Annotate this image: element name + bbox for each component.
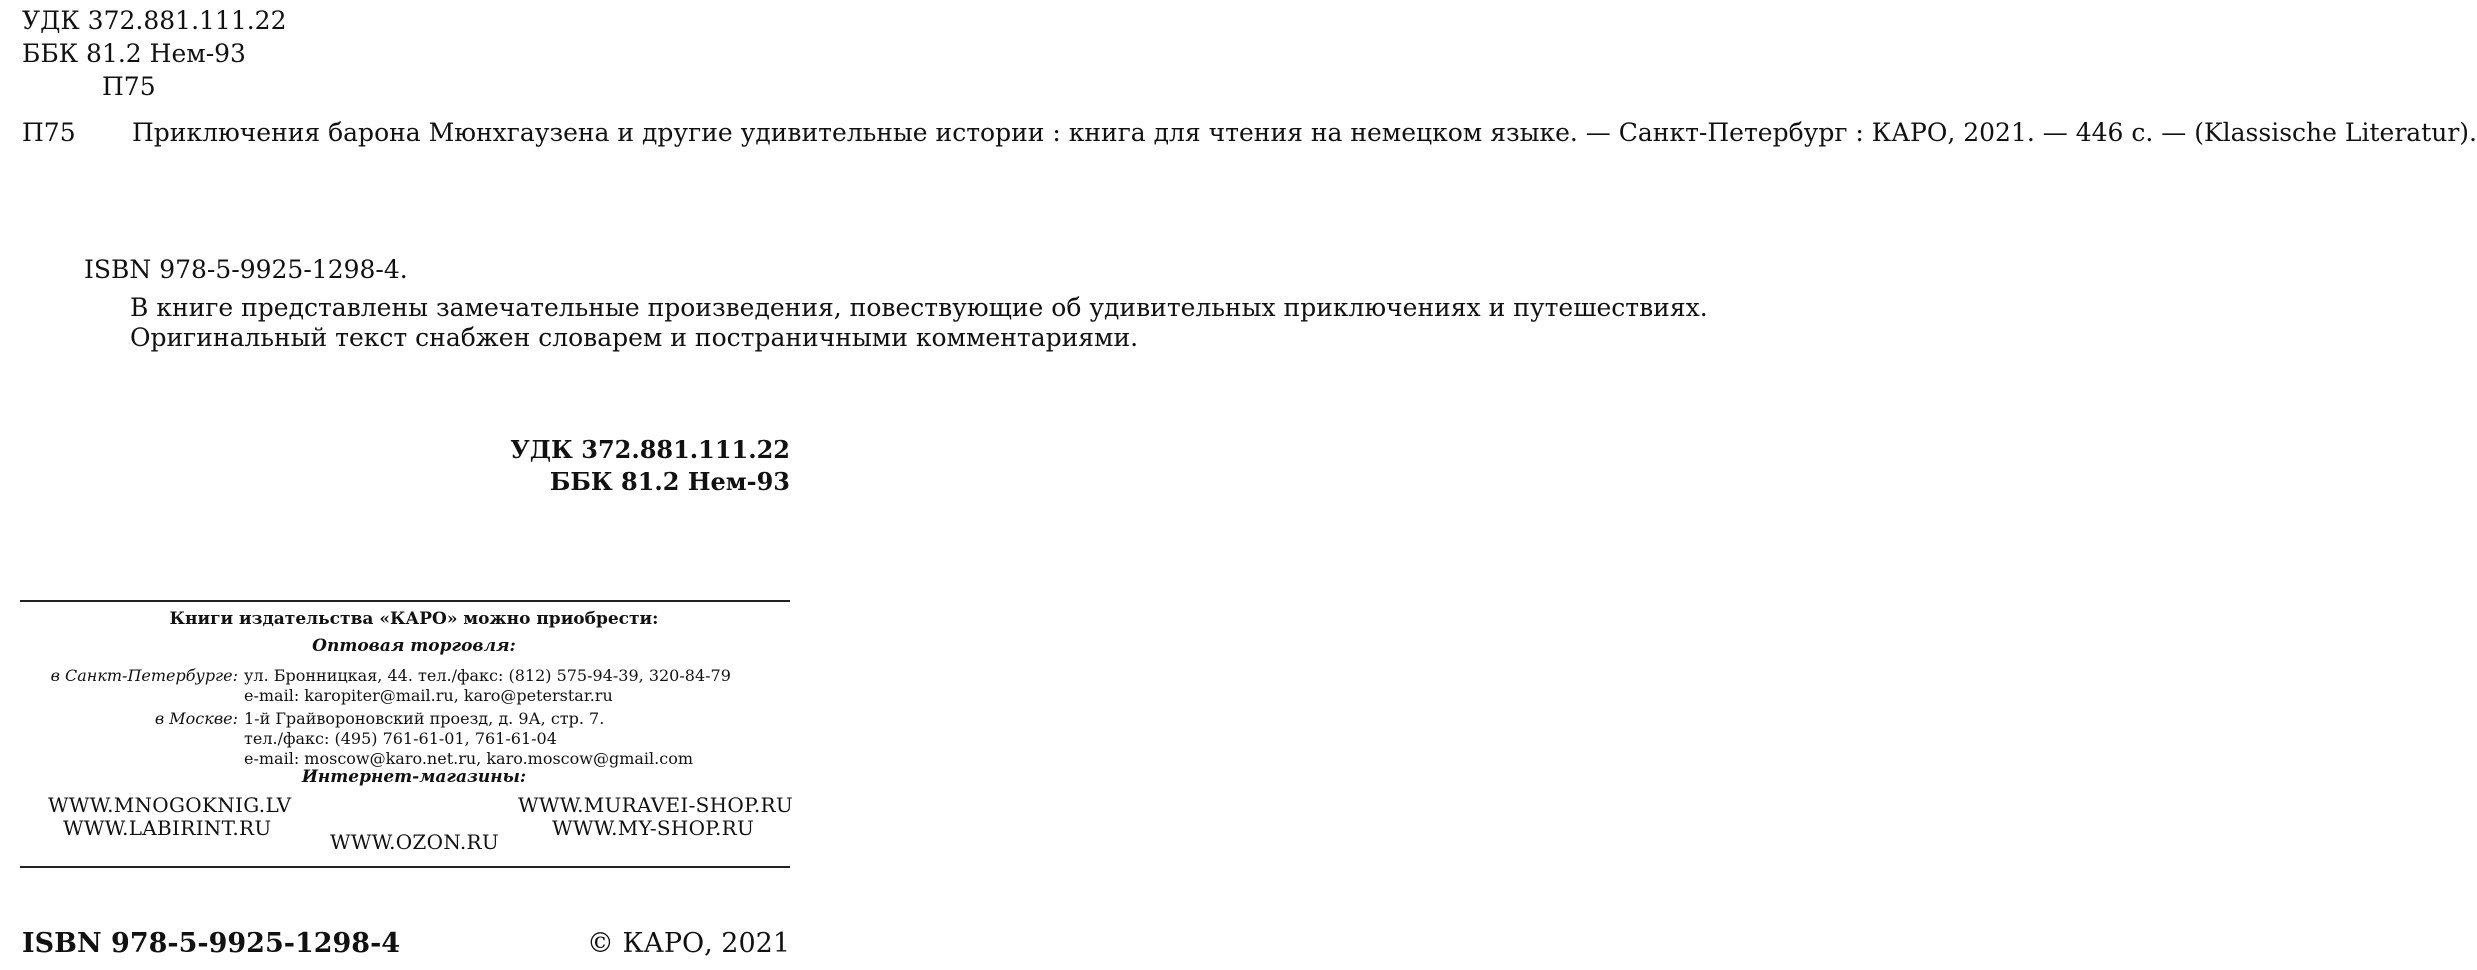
annotation-paragraph-1: В книге представлены замечательные произведения, повествующие об удивительных приключениях и путешествиях. [130, 293, 1708, 322]
address-moscow-email: e-mail: moscow@karo.net.ru, karo.moscow@gmail.com [244, 749, 693, 768]
wholesale-heading: Оптовая торговля: [312, 636, 516, 656]
entry-title: Приключения барона Мюнхгаузена и другие удивительные истории : книга для чтения на немецком языке. — Санкт-Петербург : КАРО, 2021. — 446 с. — (Klassische Literatur). [132, 118, 2477, 147]
annotation [84, 293, 1708, 353]
udk-code-right: УДК 372.881.111.22 [510, 435, 790, 464]
address-spb-label: в Санкт-Петербурге: [50, 666, 238, 685]
shop-labirint: WWW.LABIRINT.RU [63, 816, 272, 840]
divider-top [20, 600, 790, 602]
bbk-code-right: ББК 81.2 Нем-93 [549, 467, 790, 496]
address-moscow-label: в Москве: [154, 709, 238, 728]
shop-myshop: WWW.MY-SHOP.RU [552, 816, 755, 840]
bbk-code: ББК 81.2 Нем-93 [22, 39, 246, 68]
shop-mnogoknig: WWW.MNOGOKNIG.LV [48, 793, 292, 817]
udk-code: УДК 372.881.111.22 [22, 6, 287, 35]
classification-codes [22, 4, 287, 103]
footer-isbn: ISBN 978-5-9925-1298-4 [22, 928, 401, 959]
address-spb-email: e-mail: karopiter@mail.ru, karo@peterstar.ru [244, 686, 613, 705]
annotation-paragraph-2: Оригинальный текст снабжен словарем и постраничными комментариями. [130, 323, 1139, 352]
divider-bottom [20, 866, 790, 868]
classification-codes-right [510, 434, 790, 498]
entry-number: П75 [22, 118, 76, 147]
address-moscow-phone: тел./факс: (495) 761-61-01, 761-61-04 [244, 729, 557, 748]
bibliographic-entry [22, 117, 2477, 148]
address-moscow-line: 1-й Грайвороновский проезд, д. 9А, стр. 7. [244, 709, 605, 728]
online-shops-heading: Интернет-магазины: [301, 767, 527, 787]
entry-isbn: ISBN 978-5-9925-1298-4. [84, 255, 408, 284]
author-mark: П75 [102, 72, 156, 101]
footer-copyright: © КАРО, 2021 [586, 928, 790, 959]
shop-muravei: WWW.MURAVEI-SHOP.RU [518, 793, 793, 817]
address-spb-line: ул. Бронницкая, 44. тел./факс: (812) 575-94-39, 320-84-79 [244, 666, 731, 685]
shop-ozon: WWW.OZON.RU [330, 830, 500, 854]
purchase-heading: Книги издательства «КАРО» можно приобрести: [169, 609, 659, 629]
